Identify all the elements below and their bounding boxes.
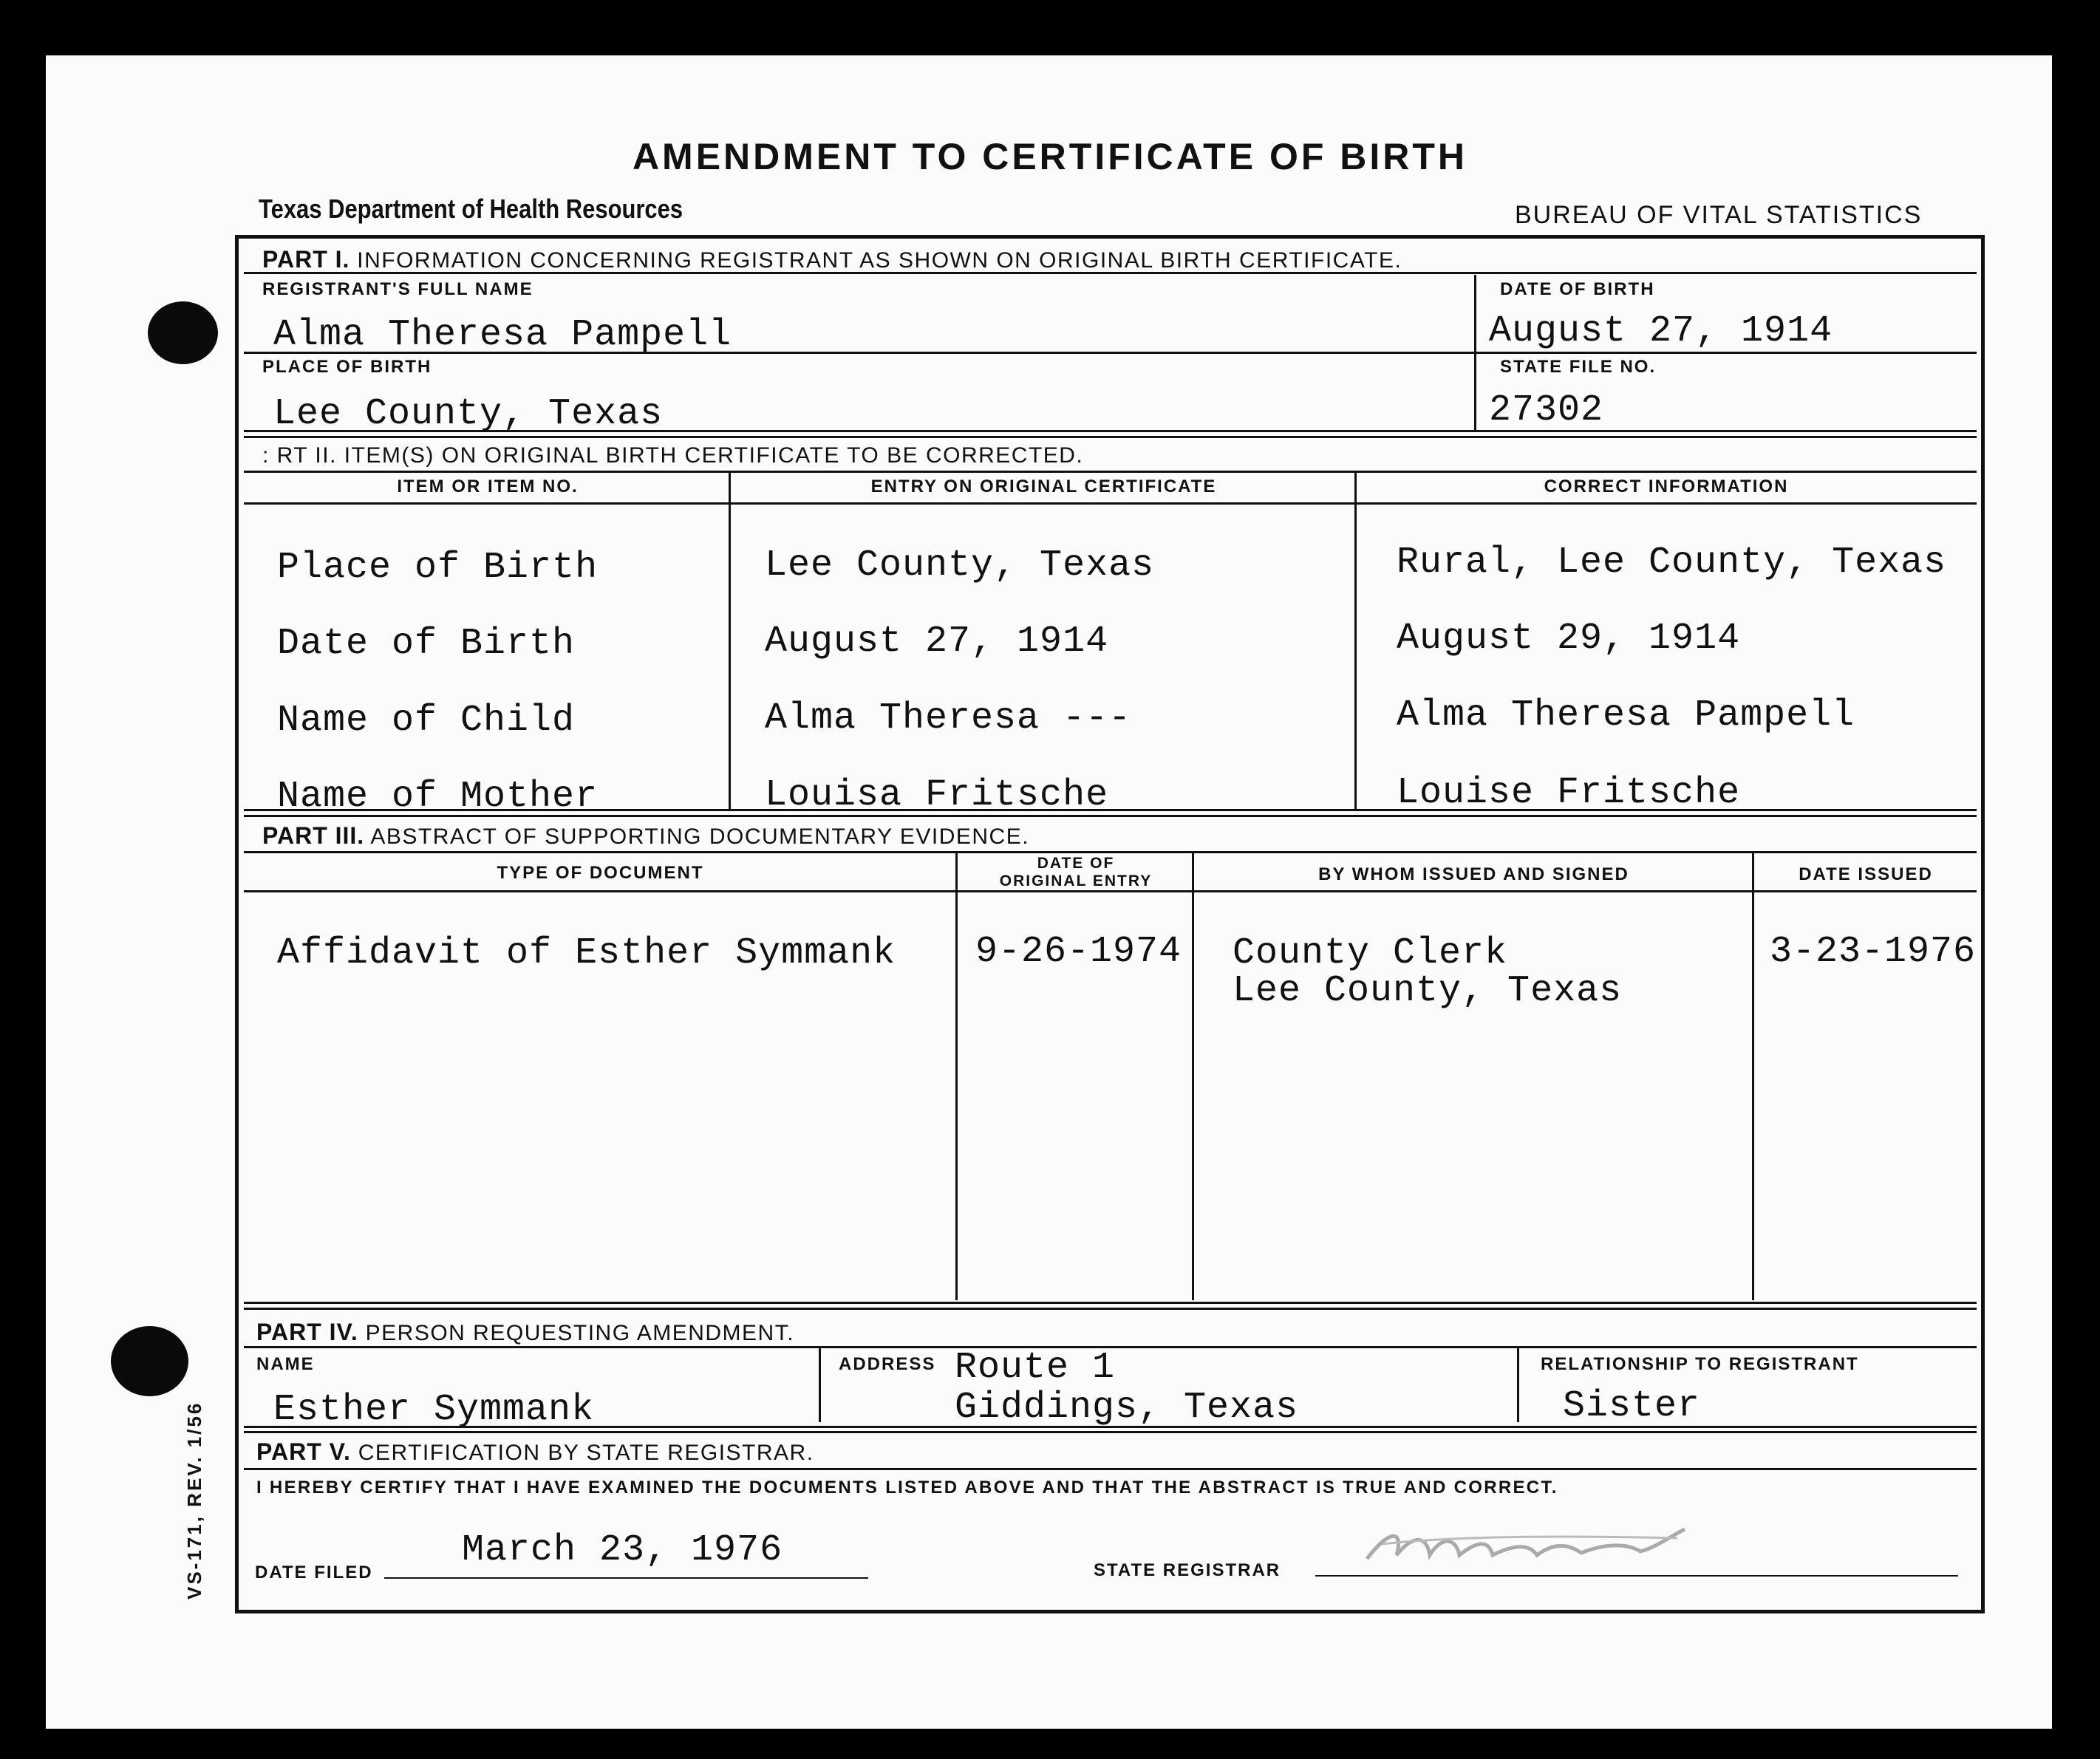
item-row-3: Name of Child: [277, 700, 576, 742]
address-line-2: Giddings, Texas: [955, 1387, 1299, 1429]
entry-row-1: Lee County, Texas: [765, 544, 1155, 587]
registrar-signature: [1360, 1514, 1700, 1574]
requester-name-value: Esther Symmank: [273, 1389, 595, 1431]
address-label: ADDRESS: [839, 1354, 936, 1374]
col-item-header: ITEM OR ITEM NO.: [397, 477, 579, 496]
col-type-header: TYPE OF DOCUMENT: [497, 863, 704, 883]
address-line-1: Route 1: [955, 1347, 1116, 1389]
item-row-2: Date of Birth: [277, 623, 576, 665]
col-date-orig-header-1: DATE OF: [1037, 855, 1115, 872]
dob-value: August 27, 1914: [1489, 310, 1833, 352]
part4-heading: PART IV. PERSON REQUESTING AMENDMENT.: [256, 1319, 795, 1345]
state-file-value: 27302: [1489, 389, 1604, 431]
pob-value: Lee County, Texas: [273, 393, 664, 435]
state-registrar-label: STATE REGISTRAR: [1094, 1560, 1281, 1580]
certify-text: I HEREBY CERTIFY THAT I HAVE EXAMINED THE DOCUMENTS LISTED ABOVE AND THAT THE ABSTRACT IS TRUE AND CORRECT.: [256, 1478, 1558, 1497]
col-by-whom-header: BY WHOM ISSUED AND SIGNED: [1318, 864, 1629, 884]
col-entry-header: ENTRY ON ORIGINAL CERTIFICATE: [870, 477, 1217, 496]
registrant-name-label: REGISTRANT'S FULL NAME: [262, 279, 533, 299]
relationship-label: RELATIONSHIP TO REGISTRANT: [1541, 1354, 1859, 1374]
col-date-orig-header-2: ORIGINAL ENTRY: [999, 872, 1153, 889]
department-name: Texas Department of Health Resources: [259, 194, 683, 224]
doc-type-value: Affidavit of Esther Symmank: [277, 932, 896, 974]
entry-row-3: Alma Theresa ---: [765, 697, 1132, 740]
date-filed-label: DATE FILED: [255, 1562, 373, 1582]
col-date-issued-header: DATE ISSUED: [1799, 864, 1933, 884]
date-filed-value: March 23, 1976: [462, 1529, 783, 1571]
pob-label: PLACE OF BIRTH: [262, 357, 432, 377]
registrant-name-value: Alma Theresa Pampell: [273, 314, 732, 356]
part5-heading: PART V. CERTIFICATION BY STATE REGISTRAR.: [256, 1438, 814, 1465]
part3-heading: PART III. ABSTRACT OF SUPPORTING DOCUMENTARY EVIDENCE.: [262, 822, 1030, 849]
state-file-label: STATE FILE NO.: [1500, 357, 1657, 377]
issued-by-line-2: Lee County, Texas: [1233, 970, 1623, 1012]
punch-hole-bottom: [111, 1326, 188, 1396]
part2-heading: : RT II. ITEM(S) ON ORIGINAL BIRTH CERTIFICATE TO BE CORRECTED.: [262, 443, 1084, 468]
issued-by-line-1: County Clerk: [1233, 932, 1508, 974]
entry-row-4: Louisa Fritsche: [765, 774, 1109, 816]
part1-heading: PART I. INFORMATION CONCERNING REGISTRANT AS SHOWN ON ORIGINAL BIRTH CERTIFICATE.: [262, 246, 1402, 273]
date-issued-value: 3-23-1976: [1770, 931, 1977, 973]
correct-row-3: Alma Theresa Pampell: [1397, 694, 1855, 737]
correct-row-1: Rural, Lee County, Texas: [1397, 542, 1947, 584]
date-original-value: 9-26-1974: [975, 931, 1182, 973]
punch-hole-top: [148, 301, 218, 364]
entry-row-2: August 27, 1914: [765, 621, 1109, 663]
correct-row-4: Louise Fritsche: [1397, 772, 1741, 814]
form-code: VS-171, REV. 1/56: [183, 1401, 205, 1599]
requester-name-label: NAME: [256, 1354, 315, 1374]
item-row-1: Place of Birth: [277, 547, 599, 589]
item-row-4: Name of Mother: [277, 776, 599, 818]
correct-row-2: August 29, 1914: [1397, 618, 1741, 660]
form-title: AMENDMENT TO CERTIFICATE OF BIRTH: [632, 136, 1468, 177]
bureau-name: BUREAU OF VITAL STATISTICS: [1515, 201, 1923, 229]
dob-label: DATE OF BIRTH: [1500, 279, 1655, 299]
col-correct-header: CORRECT INFORMATION: [1544, 477, 1789, 496]
relationship-value: Sister: [1563, 1385, 1701, 1427]
